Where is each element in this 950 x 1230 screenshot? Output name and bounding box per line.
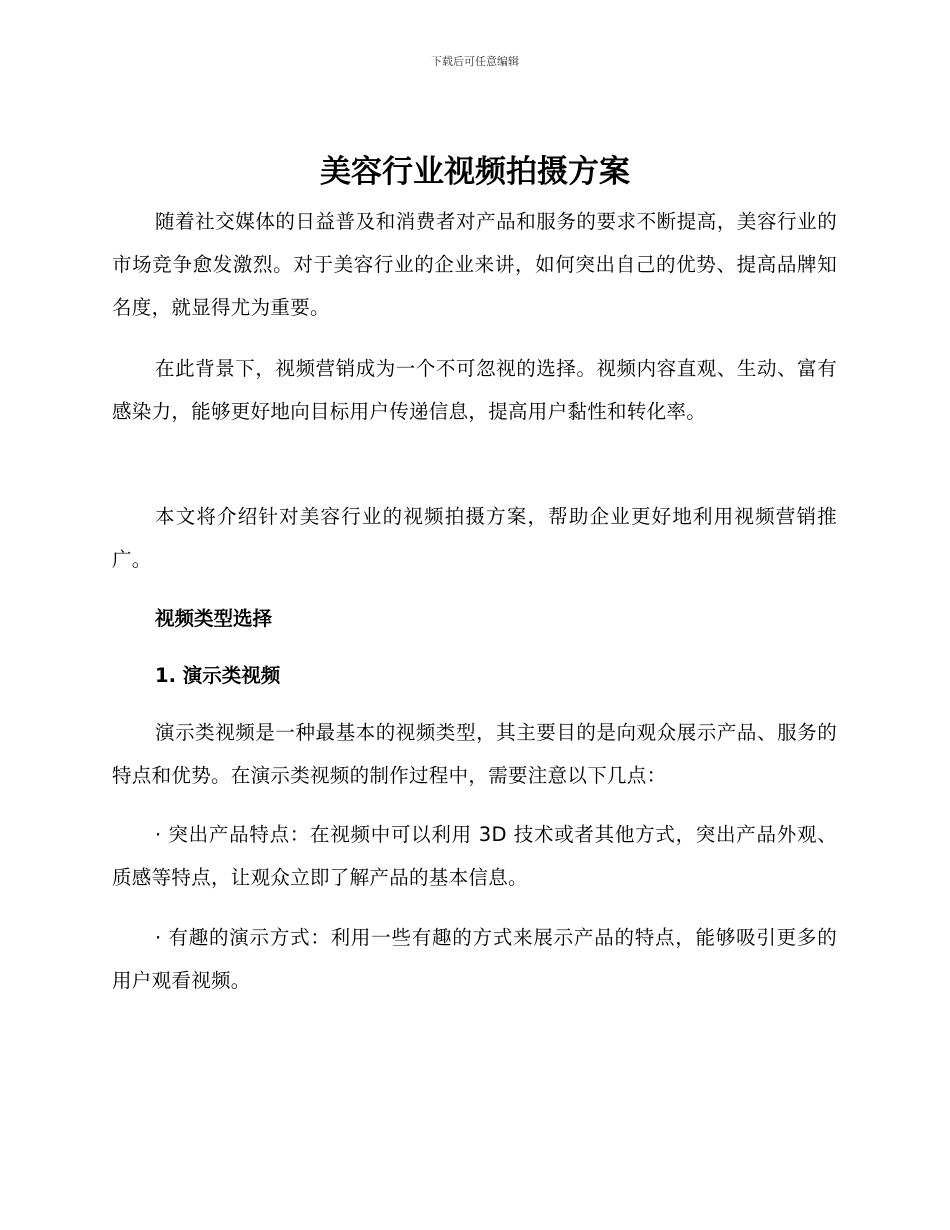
section-heading: 视频类型选择: [155, 607, 273, 630]
subsection-paragraph: 演示类视频是一种最基本的视频类型，其主要目的是向观众展示产品、服务的特点和优势。在演示类视频的制作过程中，需要注意以下几点：: [112, 721, 837, 787]
document-title: 美容行业视频拍摄方案: [320, 154, 630, 190]
bullet-item-2: · 有趣的演示方式：利用一些有趣的方式来展示产品的特点，能够吸引更多的用户观看视频。: [112, 926, 837, 992]
intro-paragraph-1: 随着社交媒体的日益普及和消费者对产品和服务的要求不断提高，美容行业的市场竞争愈发激烈。对于美容行业的企业来讲，如何突出自己的优势、提高品牌知名度，就显得尤为重要。: [112, 210, 837, 319]
intro-paragraph-3: 本文将介绍针对美容行业的视频拍摄方案，帮助企业更好地利用视频营销推广。: [112, 505, 837, 571]
intro-paragraph-2: 在此背景下，视频营销成为一个不可忽视的选择。视频内容直观、生动、富有感染力，能够更好地向目标用户传递信息，提高用户黏性和转化率。: [112, 357, 837, 423]
subsection-heading: 1. 演示类视频: [155, 664, 281, 687]
header-note: 下载后可任意编辑: [431, 55, 519, 68]
bullet-item-1: · 突出产品特点：在视频中可以利用 3D 技术或者其他方式，突出产品外观、质感等特点，让观众立即了解产品的基本信息。: [112, 823, 837, 889]
